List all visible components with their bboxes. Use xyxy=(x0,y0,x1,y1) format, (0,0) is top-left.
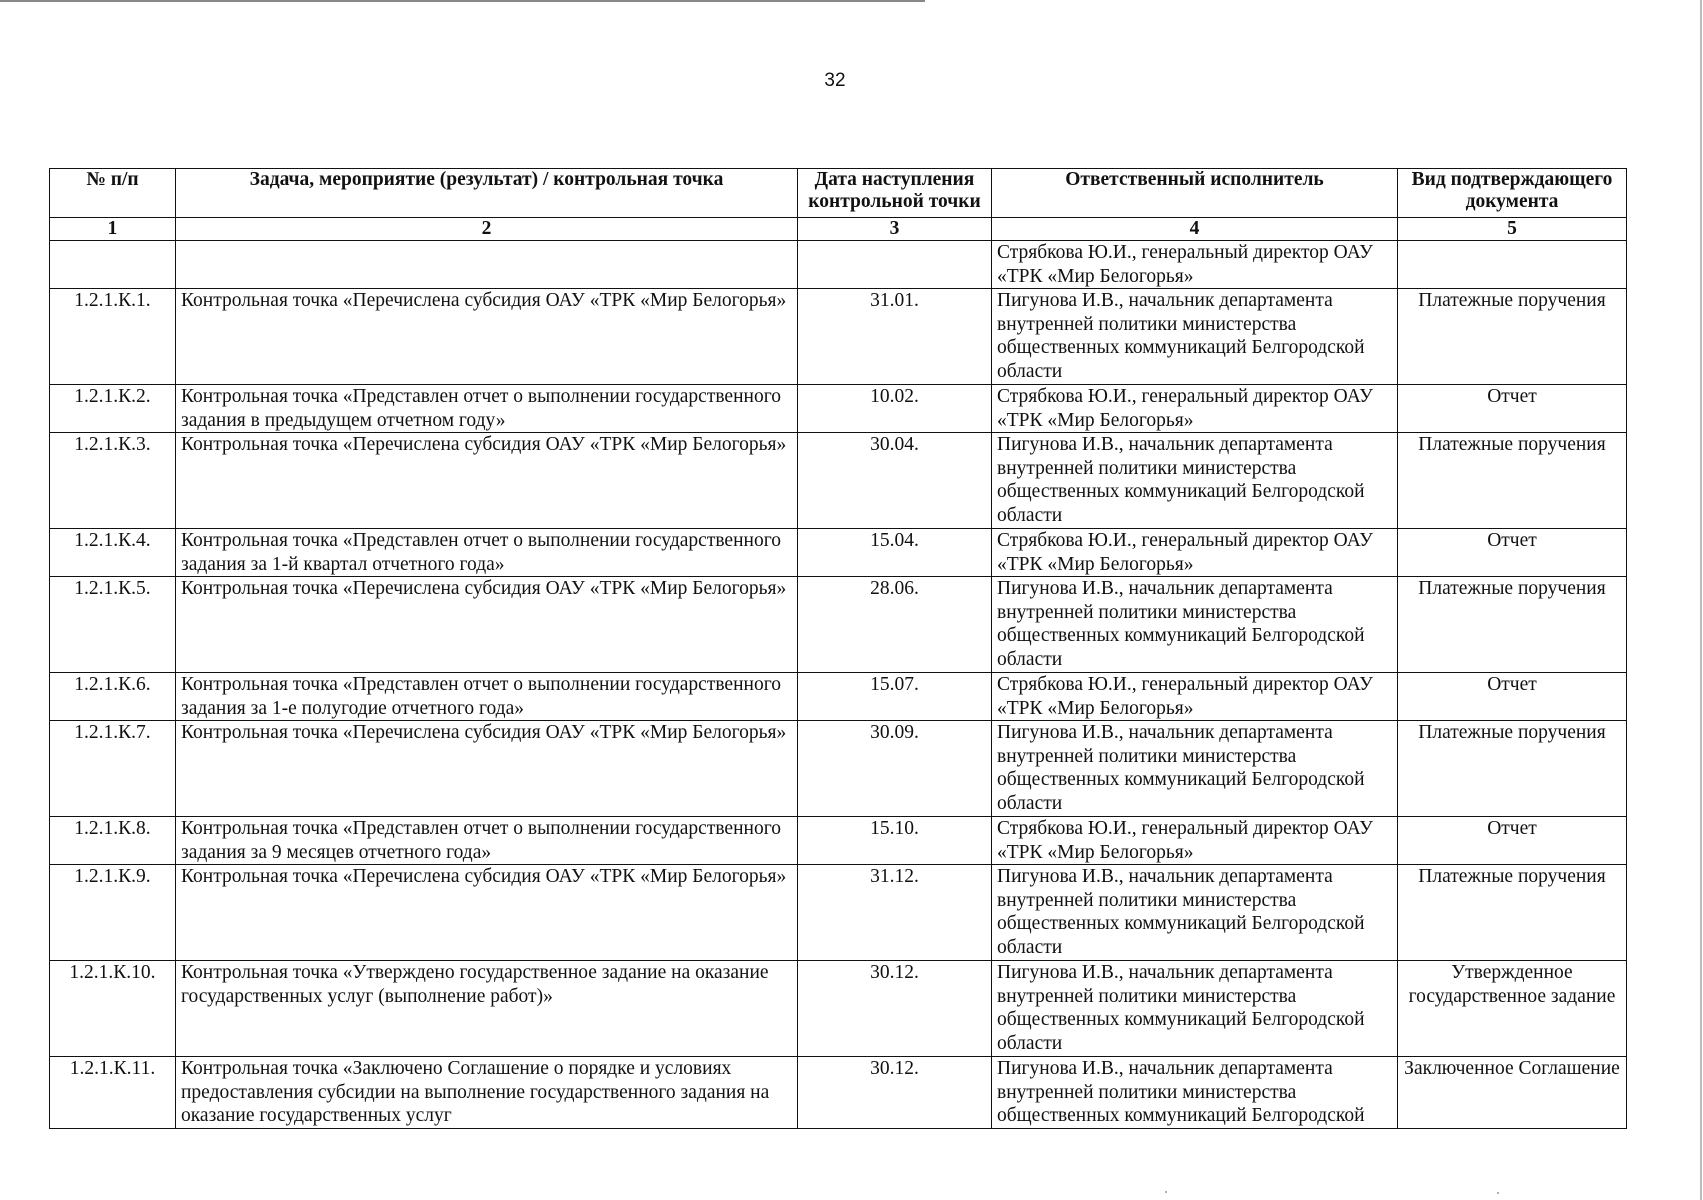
row-responsible: Стрябкова Ю.И., генеральный директор ОАУ «ТРК «Мир Белогорья» xyxy=(992,529,1398,577)
row-number: 1.2.1.К.2. xyxy=(50,385,176,433)
table-row xyxy=(50,721,1627,817)
row-date: 15.07. xyxy=(798,673,992,721)
row-task: Контрольная точка «Перечислена субсидия ОАУ «ТРК «Мир Белогорья» xyxy=(176,433,798,529)
table-row xyxy=(50,529,1627,577)
table-row xyxy=(50,577,1627,673)
row-responsible: Стрябкова Ю.И., генеральный директор ОАУ «ТРК «Мир Белогорья» xyxy=(992,241,1398,289)
row-date: 30.12. xyxy=(798,961,992,1057)
row-document: Заключенное Соглашение xyxy=(1398,1057,1627,1129)
row-number: 1.2.1.К.3. xyxy=(50,433,176,529)
row-date: 10.02. xyxy=(798,385,992,433)
row-task: Контрольная точка «Перечислена субсидия ОАУ «ТРК «Мир Белогорья» xyxy=(176,289,798,385)
header-date: Дата наступления контрольной точки xyxy=(798,169,992,218)
table-row xyxy=(50,961,1627,1057)
row-number: 1.2.1.К.11. xyxy=(50,1057,176,1129)
row-document: Отчет xyxy=(1398,529,1627,577)
row-responsible: Стрябкова Ю.И., генеральный директор ОАУ «ТРК «Мир Белогорья» xyxy=(992,673,1398,721)
row-number: 1.2.1.К.5. xyxy=(50,577,176,673)
scan-speck xyxy=(1497,1192,1499,1194)
row-number: 1.2.1.К.7. xyxy=(50,721,176,817)
right-scan-edge xyxy=(1700,0,1702,1200)
column-number: 3 xyxy=(798,218,992,241)
header-row xyxy=(50,169,1627,218)
table-row xyxy=(50,1057,1627,1129)
row-task: Контрольная точка «Представлен отчет о выполнении государственного задания за 1-й квартал отчетного года» xyxy=(176,529,798,577)
row-task: Контрольная точка «Перечислена субсидия ОАУ «ТРК «Мир Белогорья» xyxy=(176,577,798,673)
column-number: 4 xyxy=(992,218,1398,241)
row-date: 15.10. xyxy=(798,817,992,865)
table-row xyxy=(50,817,1627,865)
row-task: Контрольная точка «Представлен отчет о выполнении государственного задания за 1-е полугодие отчетного года» xyxy=(176,673,798,721)
table-row xyxy=(50,241,1627,289)
row-date: 28.06. xyxy=(798,577,992,673)
row-task: Контрольная точка «Перечислена субсидия ОАУ «ТРК «Мир Белогорья» xyxy=(176,865,798,961)
row-task: Контрольная точка «Представлен отчет о выполнении государственного задания в предыдущем отчетном году» xyxy=(176,385,798,433)
row-document: Отчет xyxy=(1398,673,1627,721)
row-responsible: Пигунова И.В., начальник департамента внутренней политики министерства общественных коммуникаций Белгородской xyxy=(992,1057,1398,1129)
row-date xyxy=(798,241,992,289)
header-task: Задача, мероприятие (результат) / контрольная точка xyxy=(176,169,798,218)
page-number: 32 xyxy=(824,70,846,91)
row-document xyxy=(1398,241,1627,289)
row-document: Утвержденное государственное задание xyxy=(1398,961,1627,1057)
row-date: 30.04. xyxy=(798,433,992,529)
row-task: Контрольная точка «Утверждено государственное задание на оказание государственных услуг (выполнение работ)» xyxy=(176,961,798,1057)
row-number: 1.2.1.К.9. xyxy=(50,865,176,961)
row-number: 1.2.1.К.4. xyxy=(50,529,176,577)
table-row xyxy=(50,865,1627,961)
header-responsible: Ответственный исполнитель xyxy=(992,169,1398,218)
control-points-table xyxy=(49,168,1627,1129)
row-responsible: Стрябкова Ю.И., генеральный директор ОАУ «ТРК «Мир Белогорья» xyxy=(992,817,1398,865)
row-number: 1.2.1.К.1. xyxy=(50,289,176,385)
row-date: 30.12. xyxy=(798,1057,992,1129)
row-task: Контрольная точка «Перечислена субсидия ОАУ «ТРК «Мир Белогорья» xyxy=(176,721,798,817)
column-number: 1 xyxy=(50,218,176,241)
row-document: Отчет xyxy=(1398,817,1627,865)
column-number: 5 xyxy=(1398,218,1627,241)
row-number: 1.2.1.К.10. xyxy=(50,961,176,1057)
table-row xyxy=(50,673,1627,721)
row-responsible: Пигунова И.В., начальник департамента внутренней политики министерства общественных коммуникаций Белгородской области xyxy=(992,577,1398,673)
row-number xyxy=(50,241,176,289)
column-number: 2 xyxy=(176,218,798,241)
row-date: 30.09. xyxy=(798,721,992,817)
row-document: Платежные поручения xyxy=(1398,433,1627,529)
row-document: Платежные поручения xyxy=(1398,289,1627,385)
row-responsible: Пигунова И.В., начальник департамента внутренней политики министерства общественных коммуникаций Белгородской области xyxy=(992,961,1398,1057)
row-document: Отчет xyxy=(1398,385,1627,433)
header-document: Вид подтверждающего документа xyxy=(1398,169,1627,218)
header-num: № п/п xyxy=(50,169,176,218)
table-body xyxy=(50,241,1627,1129)
row-document: Платежные поручения xyxy=(1398,865,1627,961)
row-responsible: Пигунова И.В., начальник департамента внутренней политики министерства общественных коммуникаций Белгородской области xyxy=(992,289,1398,385)
row-date: 15.04. xyxy=(798,529,992,577)
row-document: Платежные поручения xyxy=(1398,721,1627,817)
table-row xyxy=(50,385,1627,433)
row-task xyxy=(176,241,798,289)
row-document: Платежные поручения xyxy=(1398,577,1627,673)
row-responsible: Пигунова И.В., начальник департамента внутренней политики министерства общественных коммуникаций Белгородской области xyxy=(992,433,1398,529)
column-number-row xyxy=(50,218,1627,241)
row-date: 31.12. xyxy=(798,865,992,961)
table-row xyxy=(50,289,1627,385)
row-task: Контрольная точка «Представлен отчет о выполнении государственного задания за 9 месяцев отчетного года» xyxy=(176,817,798,865)
row-number: 1.2.1.К.8. xyxy=(50,817,176,865)
row-task: Контрольная точка «Заключено Соглашение о порядке и условиях предоставления субсидии на выполнение государственного задания на оказание государственных услуг xyxy=(176,1057,798,1129)
table-row xyxy=(50,433,1627,529)
row-number: 1.2.1.К.6. xyxy=(50,673,176,721)
row-date: 31.01. xyxy=(798,289,992,385)
row-responsible: Стрябкова Ю.И., генеральный директор ОАУ «ТРК «Мир Белогорья» xyxy=(992,385,1398,433)
scan-speck xyxy=(1165,1191,1167,1193)
top-scan-rule xyxy=(0,0,925,2)
row-responsible: Пигунова И.В., начальник департамента внутренней политики министерства общественных коммуникаций Белгородской области xyxy=(992,865,1398,961)
row-responsible: Пигунова И.В., начальник департамента внутренней политики министерства общественных коммуникаций Белгородской области xyxy=(992,721,1398,817)
